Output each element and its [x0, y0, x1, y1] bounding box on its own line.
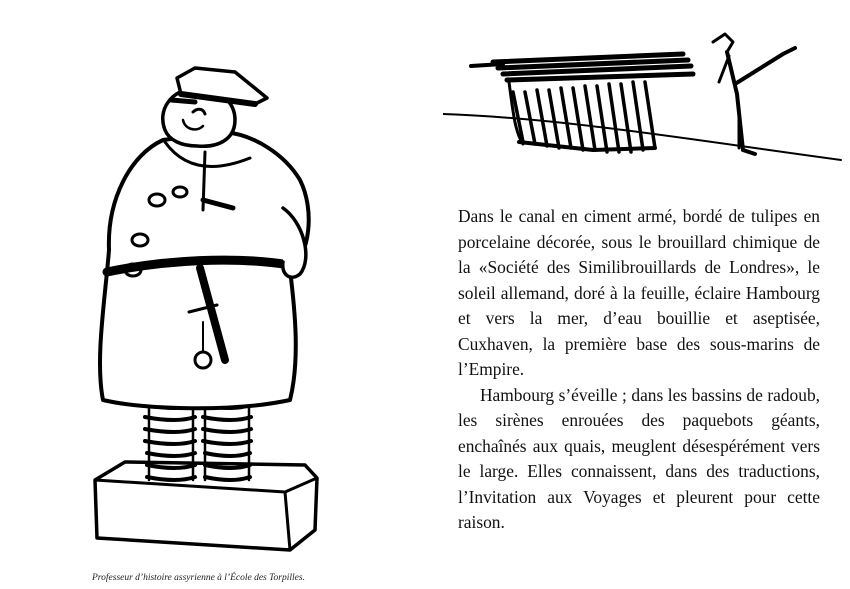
paragraph: Dans le canal en ciment armé, bordé de tulipes en porcelaine décorée, sous le brouillard chimique de la «Société des Similibrouillards de Londres», le soleil allemand, doré à la feuille, éclaire Hambourg et vers la mer, d’eau bouillie et aseptisée, Cuxhaven, la première base des sous-marins de l’Empire.: [458, 206, 820, 379]
illustration-caption: Professeur d’histoire assyrienne à l’École des Torpilles.: [92, 573, 305, 583]
marching-soldiers-illustration: [443, 22, 843, 172]
paragraph: Hambourg s’éveille ; dans les bassins de radoub, les sirènes enrouées des paquebots géants, enchaînés aux quais, meuglent désespérément vers le large. Elles connaissent, dans des traductions, l’Invitation aux Voyages et pleurent pour cette raison.: [458, 384, 820, 532]
right-page: [425, 0, 850, 589]
body-text: [458, 204, 820, 536]
officer-on-springs-illustration: [85, 60, 335, 560]
